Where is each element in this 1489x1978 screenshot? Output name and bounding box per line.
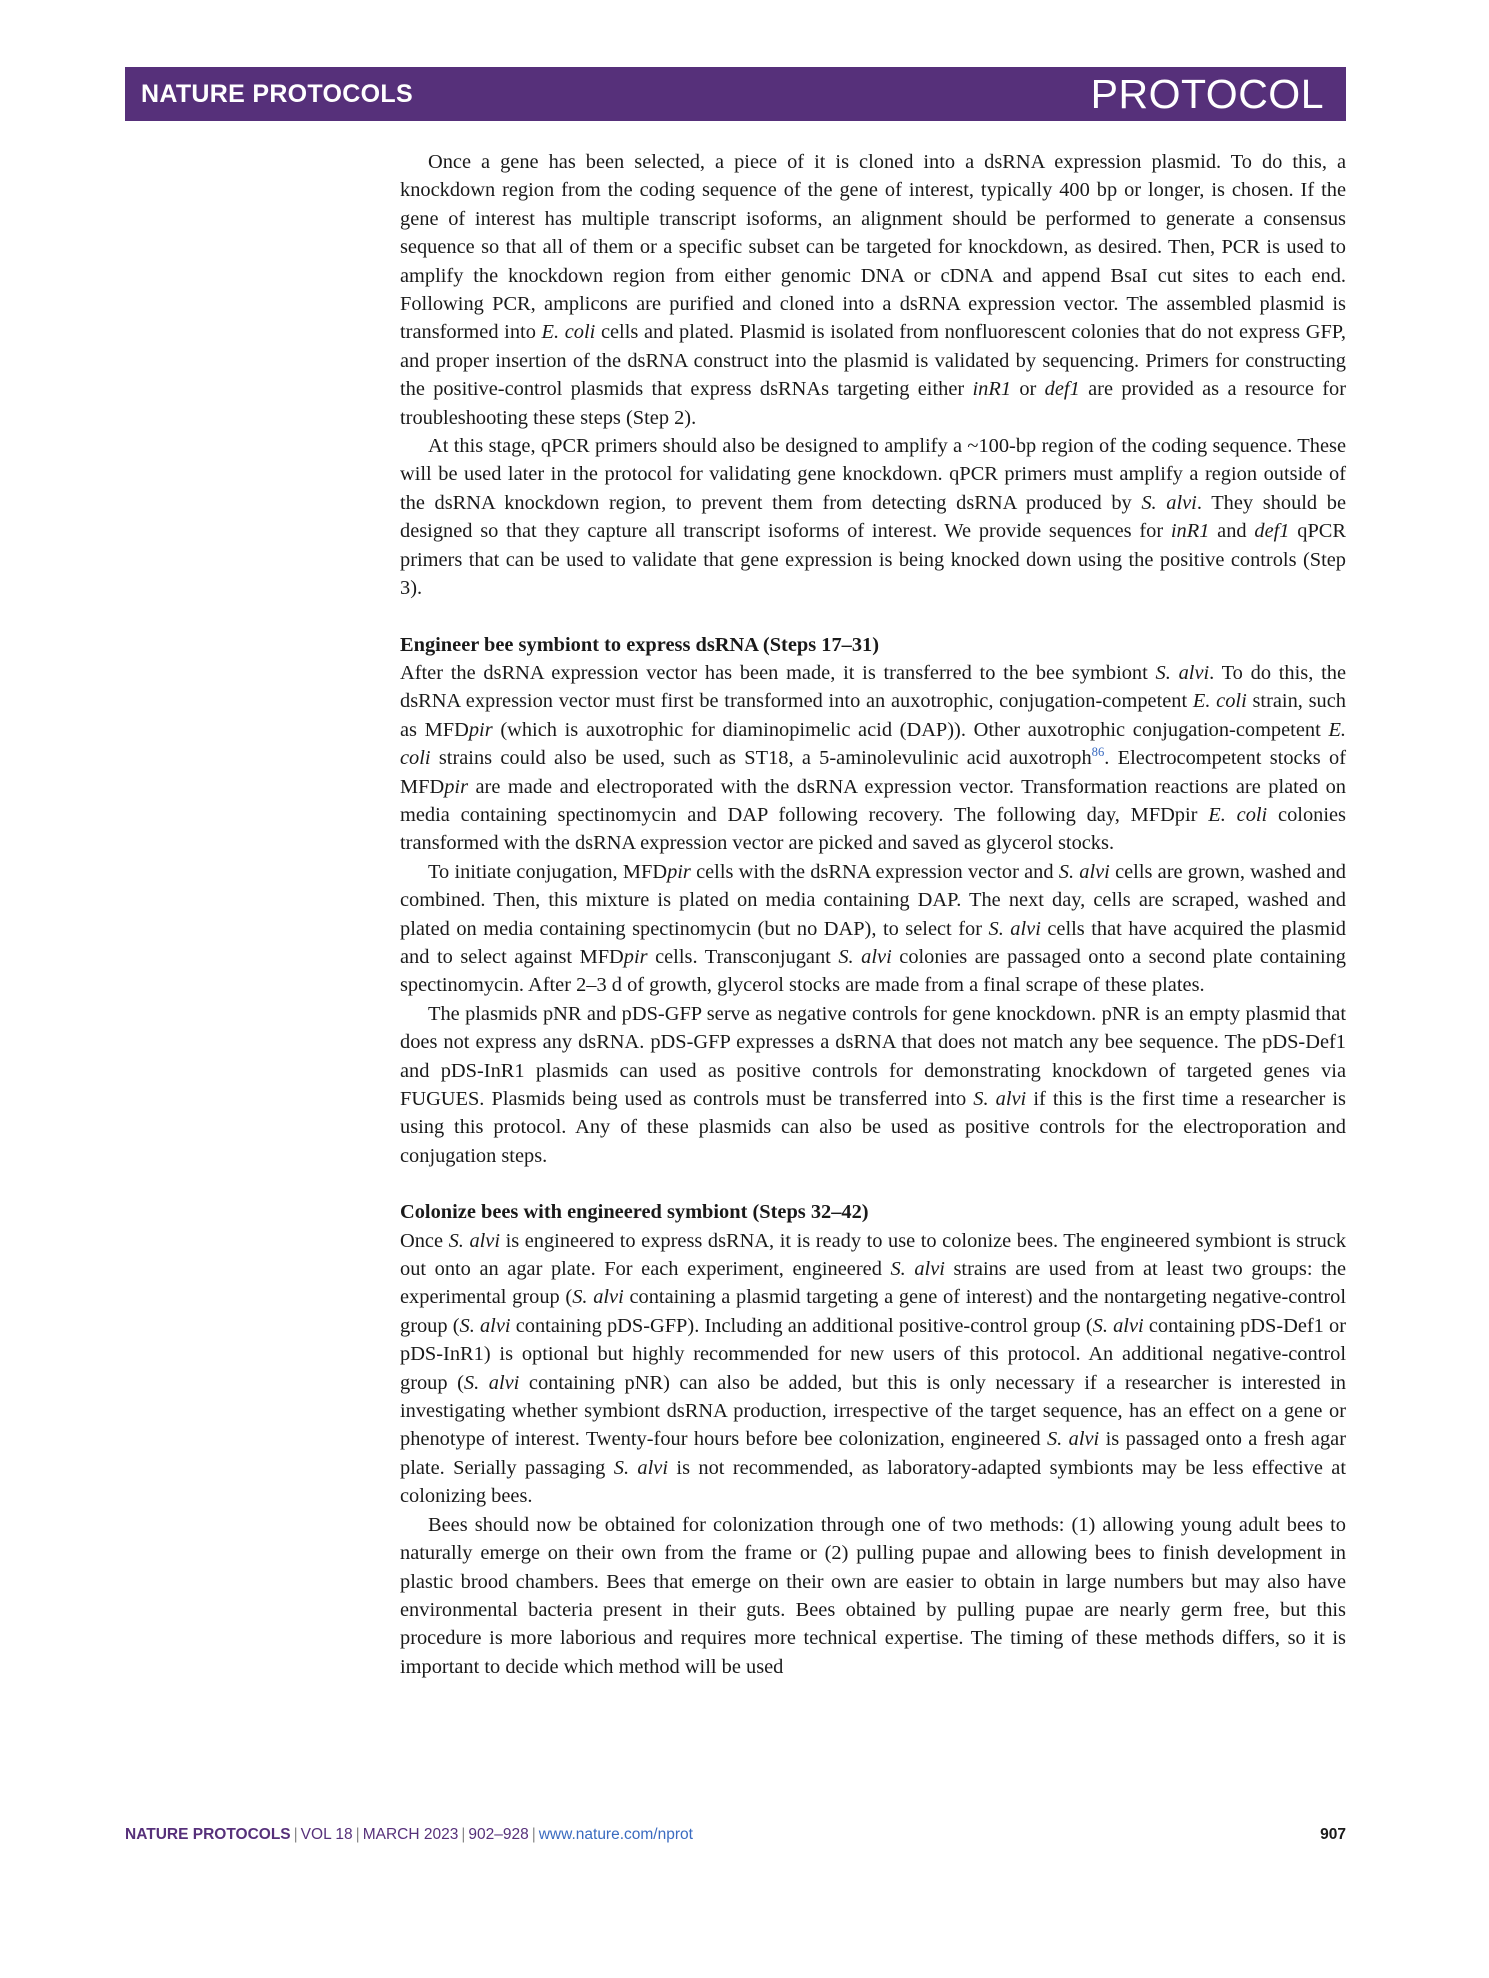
page-number: 907 [1320,1826,1346,1843]
journal-name: NATURE PROTOCOLS [141,80,413,108]
footer-citation: NATURE PROTOCOLS | VOL 18 | MARCH 2023 | 902–928 | www.nature.com/nprot [125,1826,693,1843]
article-type-label: PROTOCOL [1090,71,1324,117]
article-body [400,148,1346,1681]
paragraph-control-plasmids: The plasmids pNR and pDS-GFP serve as negative controls for gene knockdown. pNR is an empty plasmid that does not express any dsRNA. pDS-GFP expresses a dsRNA that does not match any bee sequence. The pDS-Def1 and pDS-InR1 plasmids can used as positive controls for demonstrating knockdown of targeted genes via FUGUES. Plasmids being used as controls must be transferred into S. alvi if this is the first time a researcher is using this protocol. Any of these plasmids can also be used as positive controls for the electroporation and conjugation steps. [400,1002,1346,1167]
section-heading-colonize-bees: Colonize bees with engineered symbiont (Steps 32–42) [400,1201,869,1224]
paragraph-dsrna-plasmid-cloning: Once a gene has been selected, a piece of it is cloned into a dsRNA expression plasmid. To do this, a knockdown region from the coding sequence of the gene of interest, typically 400 bp or longer, is chosen. If the gene of interest has multiple transcript isoforms, an alignment should be performed to generate a consensus sequence so that all of them or a specific subset can be targeted for knockdown, as desired. Then, PCR is used to amplify the knockdown region from either genomic DNA or cDNA and append BsaI cut sites to each end. Following PCR, amplicons are purified and cloned into a dsRNA expression vector. The assembled plasmid is transformed into E. coli cells and plated. Plasmid is isolated from nonfluorescent colonies that do not express GFP, and proper insertion of the dsRNA construct into the plasmid is validated by sequencing. Primers for constructing the positive-control plasmids that express dsRNAs targeting either inR1 or def1 are provided as a resource for troubleshooting these steps (Step 2). [400,151,1346,429]
page-footer [125,1826,1346,1850]
paragraph-qpcr-primers: At this stage, qPCR primers should also be designed to amplify a ~100-bp region of the coding sequence. These will be used later in the protocol for validating gene knockdown. qPCR primers must amplify a region outside of the dsRNA knockdown region, to prevent them from detecting dsRNA produced by S. alvi. They should be designed so that they capture all transcript isoforms of interest. We provide sequences for inR1 and def1 qPCR primers that can be used to validate that gene expression is being knocked down using the positive controls (Step 3). [400,435,1347,600]
footer-volume: VOL 18 [300,1826,353,1843]
paragraph-obtaining-bees: Bees should now be obtained for colonization through one of two methods: (1) allowing young adult bees to naturally emerge on their own from the frame or (2) pulling pupae and allowing bees to finish development in plastic brood chambers. Bees that emerge on their own are easier to obtain in large numbers but may also have environmental bacteria present in their guts. Bees obtained by pulling pupae are nearly germ free, but this procedure is more laborious and requires more technical expertise. The timing of these methods differs, so it is important to decide which method will be used [400,1513,1346,1678]
section-heading-engineer-symbiont: Engineer bee symbiont to express dsRNA (Steps 17–31) [400,633,880,656]
paragraph-transfer-vector: After the dsRNA expression vector has been made, it is transferred to the bee symbiont S. alvi. To do this, the dsRNA expression vector must first be transformed into an auxotrophic, conjugation-competent E. coli strain, such as MFDpir (which is auxotrophic for diaminopimelic acid (DAP)). Other auxotrophic conjugation-competent E. coli strains could also be used, such as ST18, a 5-aminolevulinic acid auxotroph$^{86}$. Electrocompetent stocks of MFDpir are made and electroporated with the dsRNA expression vector. Transformation reactions are plated on media containing spectinomycin and DAP following recovery. The following day, MFDpir E. coli colonies transformed with the dsRNA expression vector are picked and saved as glycerol stocks. [400,661,1346,855]
footer-date: MARCH 2023 [362,1826,459,1843]
journal-header-bar [125,67,1346,121]
citation-reference-86[interactable]: 86 [1091,745,1105,760]
paragraph-conjugation: To initiate conjugation, MFDpir cells with the dsRNA expression vector and S. alvi cells are grown, washed and combined. Then, this mixture is plated on media containing DAP. The next day, cells are scraped, washed and plated on media containing spectinomycin (but no DAP), to select for S. alvi cells that have acquired the plasmid and to select against MFDpir cells. Transconjugant S. alvi colonies are passaged onto a second plate containing spectinomycin. After 2–3 d of growth, glycerol stocks are made from a final scrape of these plates. [400,860,1347,997]
footer-journal-name: NATURE PROTOCOLS [125,1826,291,1843]
footer-journal-link[interactable]: www.nature.com/nprot [538,1826,693,1843]
footer-page-range: 902–928 [468,1826,529,1843]
paragraph-colonization-groups: Once S. alvi is engineered to express dsRNA, it is ready to use to colonize bees. The engineered symbiont is struck out onto an agar plate. For each experiment, engineered S. alvi strains are used from at least two groups: the experimental group (S. alvi containing a plasmid targeting a gene of interest) and the nontargeting negative-control group (S. alvi containing pDS-GFP). Including an additional positive-control group (S. alvi containing pDS-Def1 or pDS-InR1) is optional but highly recommended for new users of this protocol. An additional negative-control group (S. alvi containing pNR) can also be added, but this is only necessary if a researcher is interested in investigating whether symbiont dsRNA production, irrespective of the target sequence, has an effect on a gene or phenotype of interest. Twenty-four hours before bee colonization, engineered S. alvi is passaged onto a fresh agar plate. Serially passaging S. alvi is not recommended, as laboratory-adapted symbionts may be less effective at colonizing bees. [400,1229,1347,1508]
